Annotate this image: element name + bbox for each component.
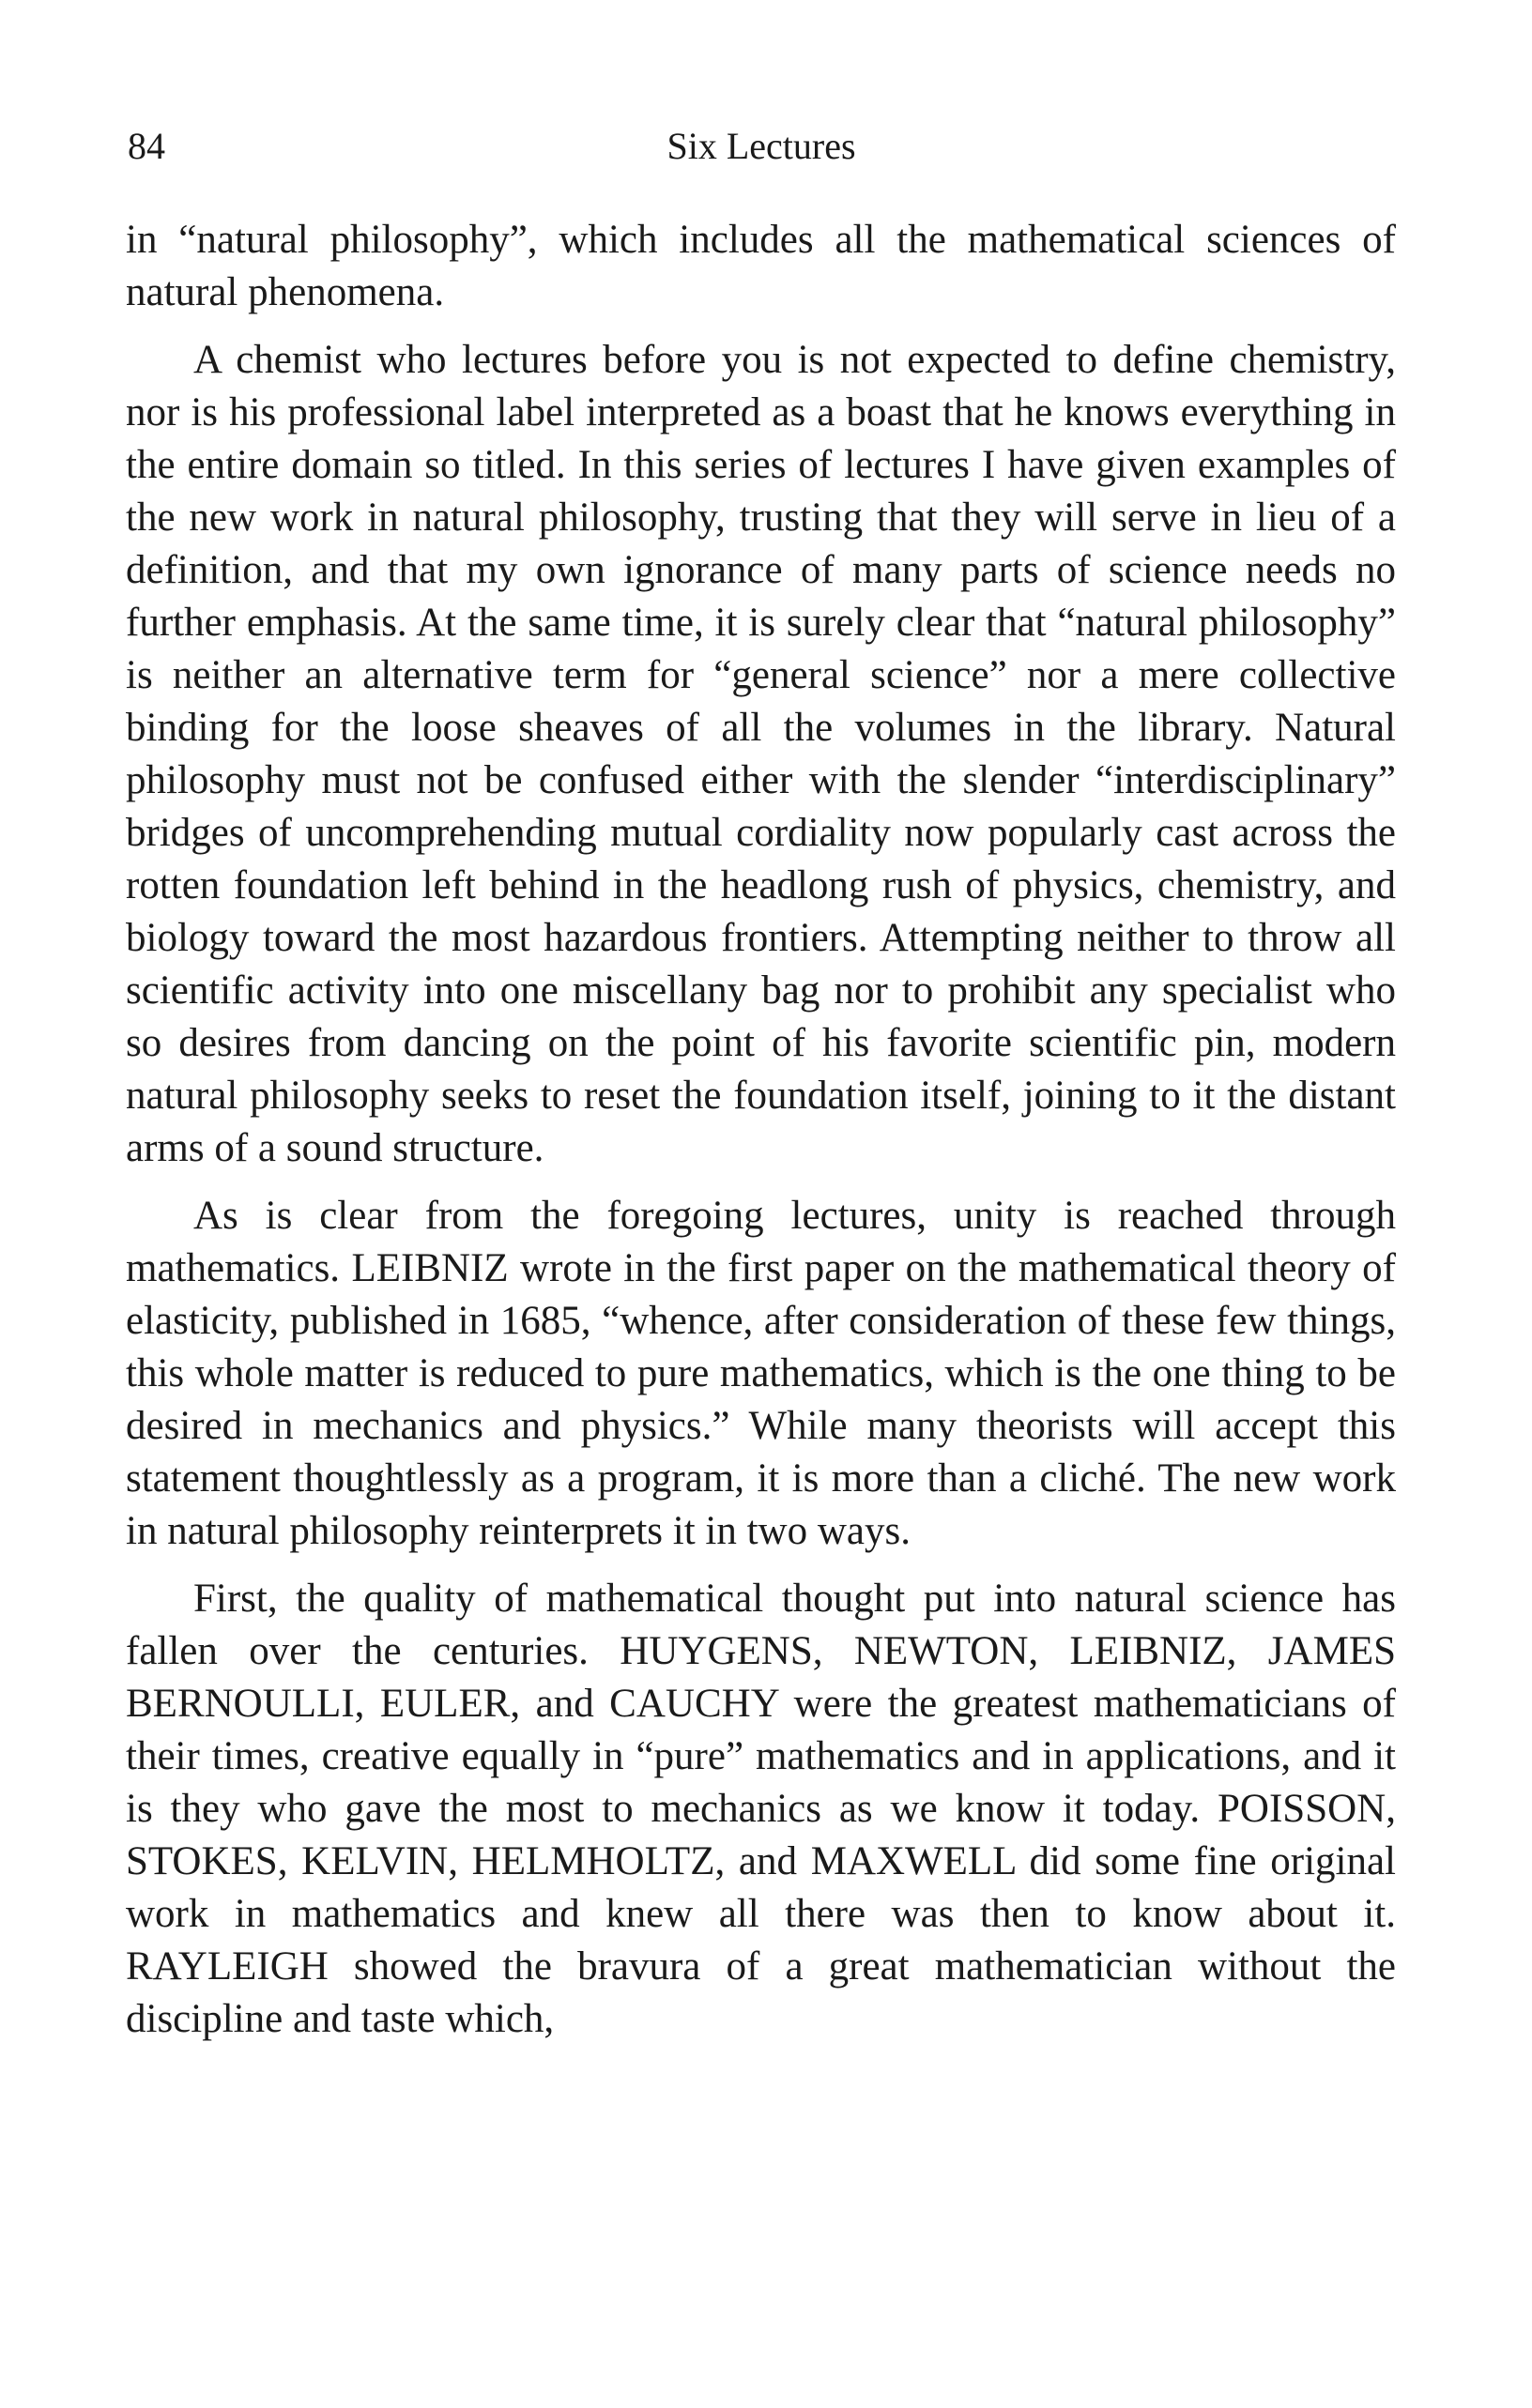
running-title: Six Lectures [666,125,856,167]
page-number: 84 [128,125,165,167]
paragraph: A chemist who lectures before you is not expected to define chemistry, nor is his professional label interpreted as a boast that he knows everything in the entire domain so titled. In this series of lectures I have given examples of the new work in natural philosophy, trusting that they will serve in lieu of a definition, and that my own ignorance of many parts of science needs no further emphasis. At the same time, it is surely clear that “natural philosophy” is neither an alternative term for “general science” nor a mere collective binding for the loose sheaves of all the volumes in the library. Natural philosophy must not be confused either with the slender “interdisciplinary” bridges of uncomprehending mutual cordiality now popularly cast across the rotten foundation left behind in the headlong rush of physics, chemistry, and biology toward the most hazardous frontiers. Attempting neither to throw all scientific activity into one miscellany bag nor to prohibit any specialist who so desires from dancing on the point of his favorite scientific pin, modern natural philosophy seeks to reset the foundation itself, joining to it the distant arms of a sound structure. [126,338,1396,1170]
body-text [126,214,1396,2061]
paragraph: First, the quality of mathematical thought put into natural science has fallen over the centuries. HUYGENS, NEWTON, LEIBNIZ, JAMES BERNOULLI, EULER, and CAUCHY were the greatest mathematicians of their times, creative equally in “pure” mathematics and in applications, and it is they who gave the most to mechanics as we know it today. POISSON, STOKES, KELVIN, HELMHOLTZ, and MAXWELL did some fine original work in mathematics and knew all there was then to know about it. RAYLEIGH showed the bravura of a great mathematician without the discipline and taste which, [126,1577,1396,2041]
running-header [128,118,1395,175]
paragraph: As is clear from the foregoing lectures, unity is reached through mathematics. LEIBNIZ wrote in the first paper on the mathematical theory of elasticity, published in 1685, “whence, after consideration of these few things, this whole matter is reduced to pure mathematics, which is the one thing to be desired in mechanics and physics.” While many theorists will accept this statement thoughtlessly as a program, it is more than a cliché. The new work in natural philosophy reinterprets it in two ways. [126,1194,1396,1553]
paragraph-continuation: in “natural philosophy”, which includes all the mathematical sciences of natural phenomena. [126,218,1396,314]
